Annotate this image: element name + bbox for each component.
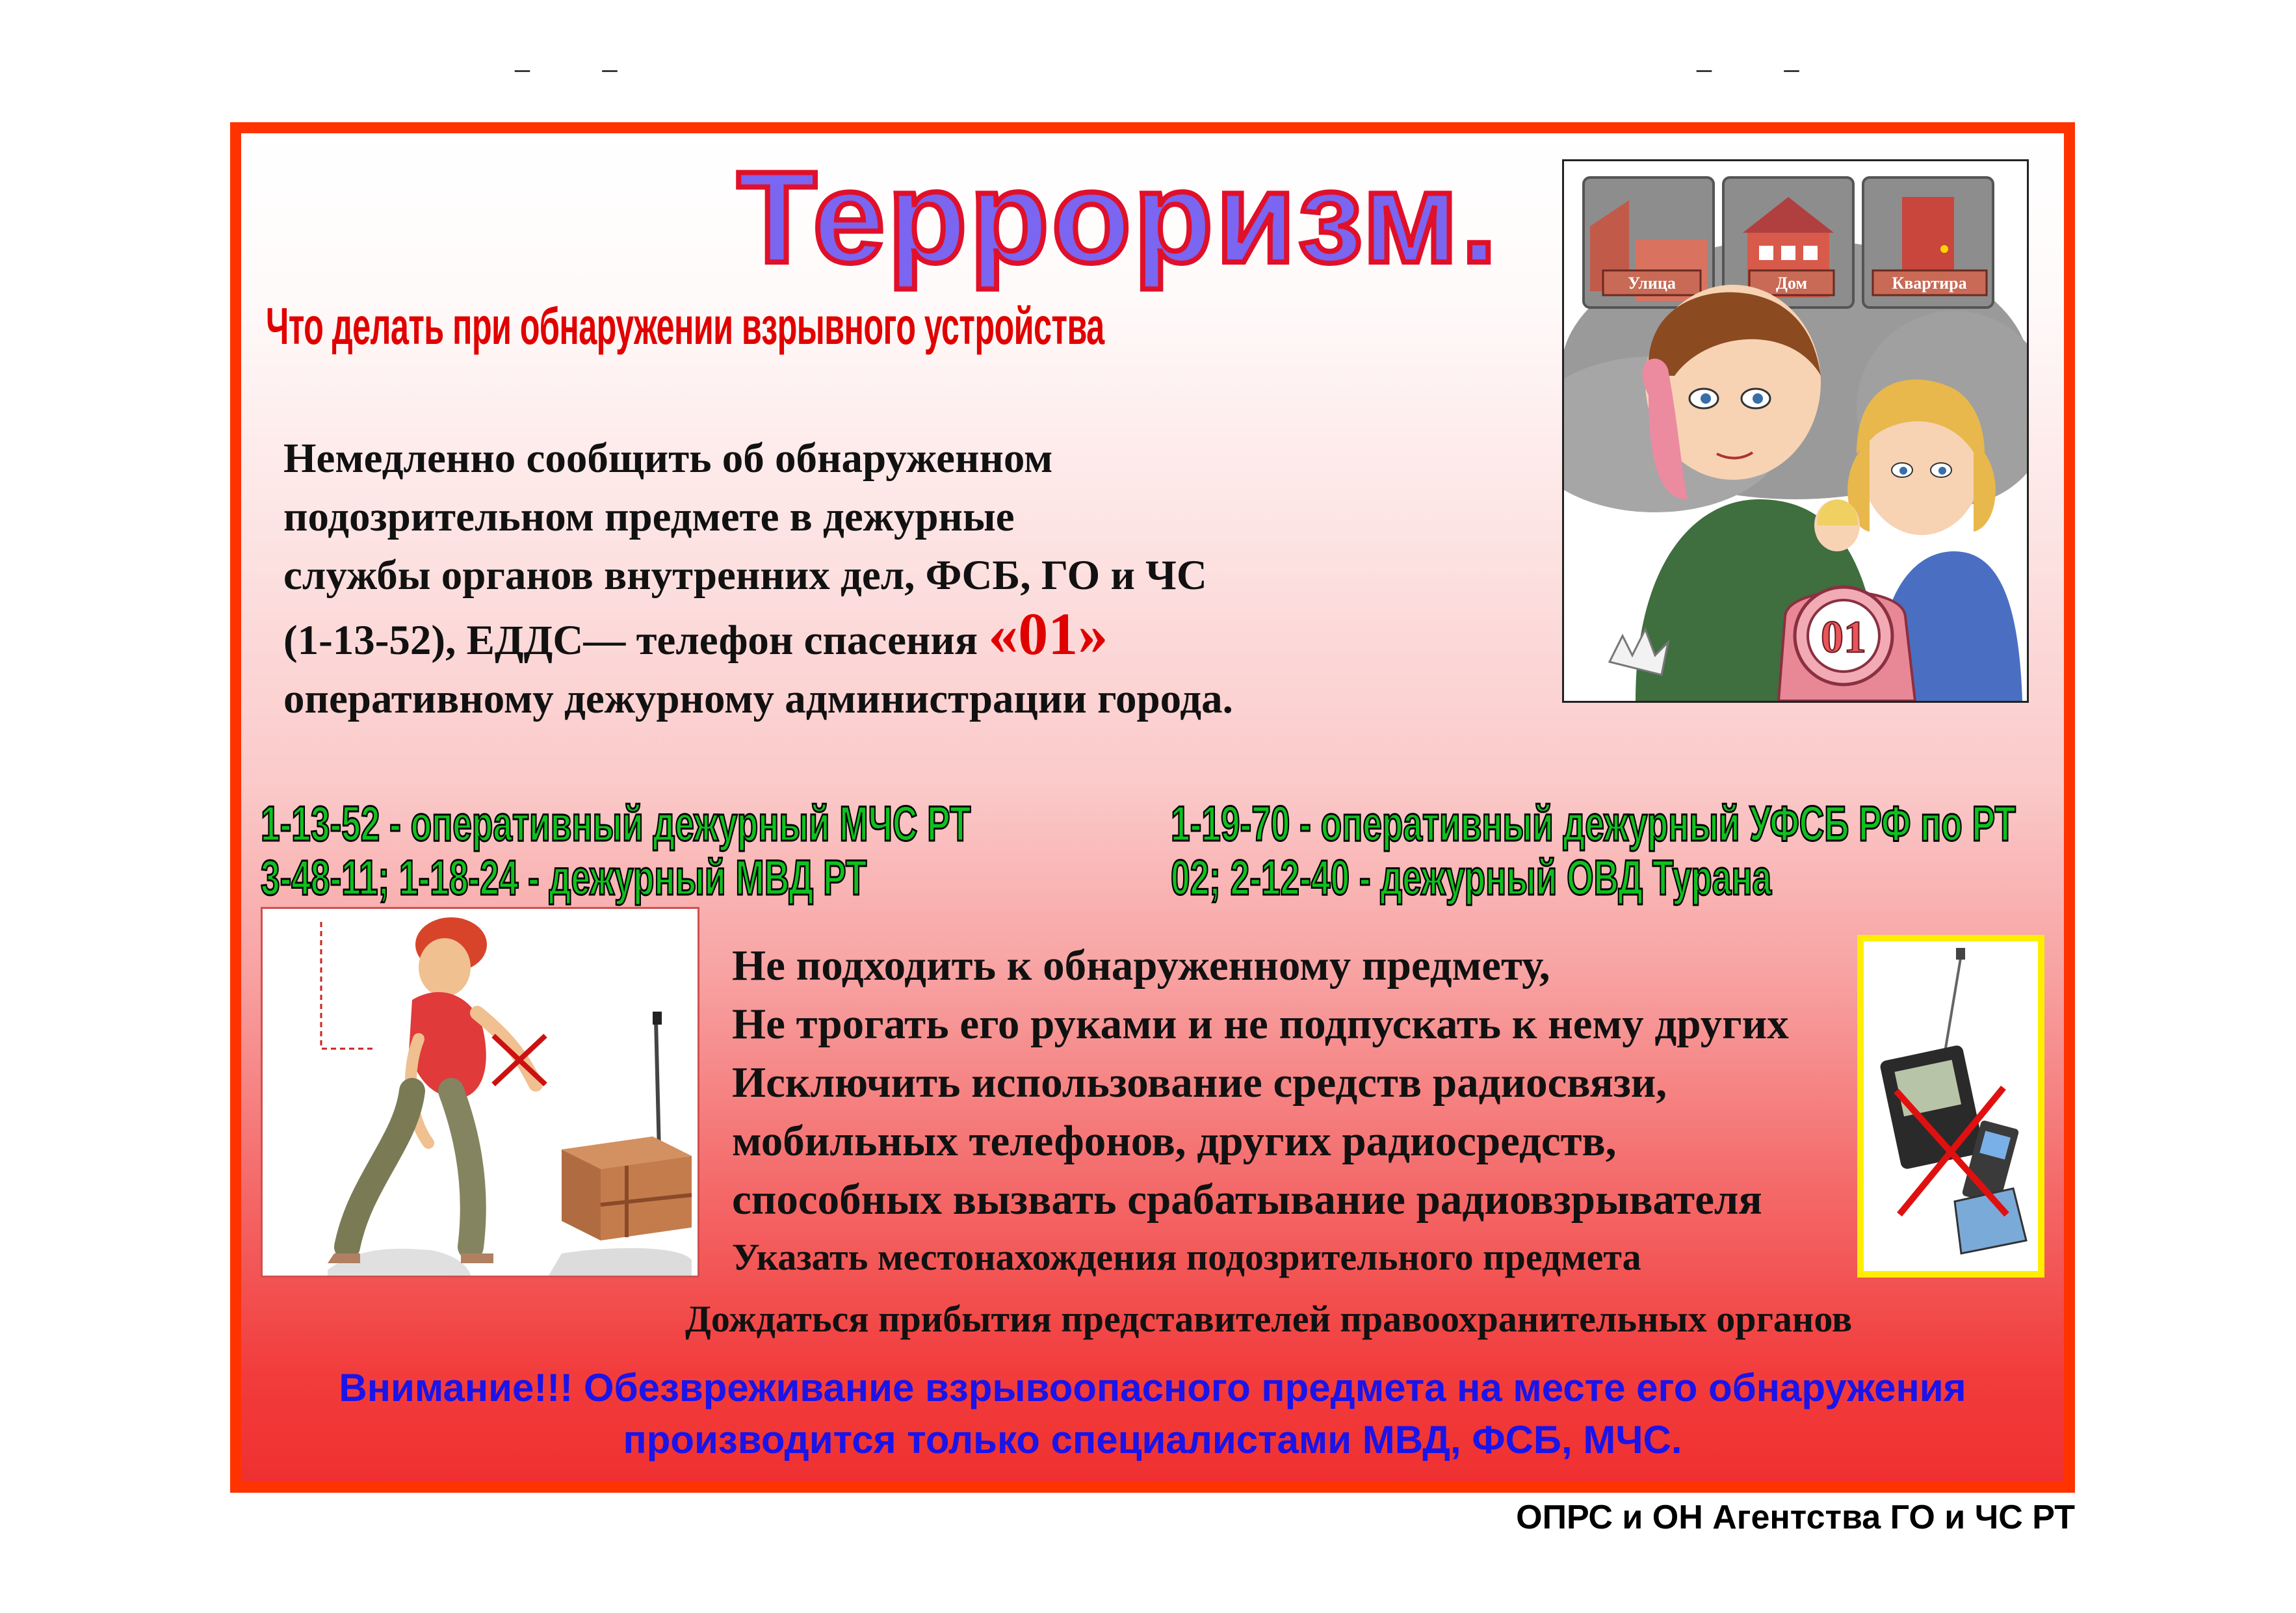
instruction-line-7: Дождаться прибытия представителей правоохранительных органов — [685, 1298, 1853, 1340]
phone-ufsb: 1-19-70 - оперативный дежурный УФСБ РФ по РТ — [1171, 796, 2016, 852]
header-mark-left: – – — [515, 51, 650, 85]
family-phone-illustration — [1562, 159, 2029, 703]
phone-mchs: 1-13-52 - оперативный дежурный МЧС РТ — [261, 796, 971, 852]
report-line-4-text: (1-13-52), ЕДДС— телефон спасения — [283, 617, 989, 664]
label-apartment: Квартира — [1892, 274, 1967, 293]
instruction-line-3: Исключить использование средств радиосвязи, — [732, 1058, 1667, 1107]
footer-agency: ОПРС и ОН Агентства ГО и ЧС РТ — [1516, 1499, 2075, 1536]
phone-mvd: 3-48-11; 1-18-24 - дежурный МВД РТ — [261, 850, 867, 906]
suspicious-object-illustration — [261, 907, 699, 1278]
report-line-1: Немедленно сообщить об обнаруженном — [283, 435, 1053, 482]
family-phone-drawing — [1564, 161, 2027, 701]
instruction-line-1: Не подходить к обнаруженному предмету, — [732, 941, 1550, 990]
instruction-line-6: Указать местонахождения подозрительного предмета — [732, 1236, 1641, 1278]
report-line-3: службы органов внутренних дел, ФСБ, ГО и ЧС — [283, 552, 1207, 599]
report-instructions — [283, 429, 1532, 728]
header-mark-right: – – — [1697, 51, 1832, 85]
woman-parcel-drawing — [263, 909, 698, 1276]
poster — [230, 122, 2075, 1493]
radio-devices-illustration — [1857, 935, 2044, 1278]
instruction-line-5: способных вызвать срабатывание радиовзрывателя — [732, 1175, 1762, 1224]
warning-notice — [241, 1362, 2064, 1466]
phone-dial-number: 01 — [1821, 612, 1866, 662]
report-line-2: подозрительном предмете в дежурные — [283, 493, 1015, 540]
warning-line-1: Внимание!!! Обезвреживание взрывоопасного предмета на месте его обнаружения — [339, 1366, 1966, 1410]
label-house: Дом — [1775, 274, 1808, 293]
poster-title: Терроризм. — [737, 145, 1500, 290]
safety-instructions — [732, 936, 1789, 1229]
poster-subtitle: Что делать при обнаружении взрывного устройства — [266, 297, 1104, 355]
phone-ovd: 02; 2-12-40 - дежурный ОВД Турана — [1171, 850, 1772, 906]
instruction-line-4: мобильных телефонов, других радиосредств, — [732, 1117, 1617, 1165]
report-line-5: оперативному дежурному администрации города. — [283, 675, 1233, 722]
instruction-line-2: Не трогать его руками и не подпускать к нему других — [732, 1000, 1789, 1048]
report-line-4 — [283, 601, 1532, 670]
warning-line-2: производится только специалистами МВД, ФСБ, МЧС. — [623, 1418, 1682, 1462]
radio-phone-drawing — [1864, 941, 2038, 1271]
emergency-number: «01» — [988, 601, 1108, 667]
label-street: Улица — [1628, 274, 1676, 293]
